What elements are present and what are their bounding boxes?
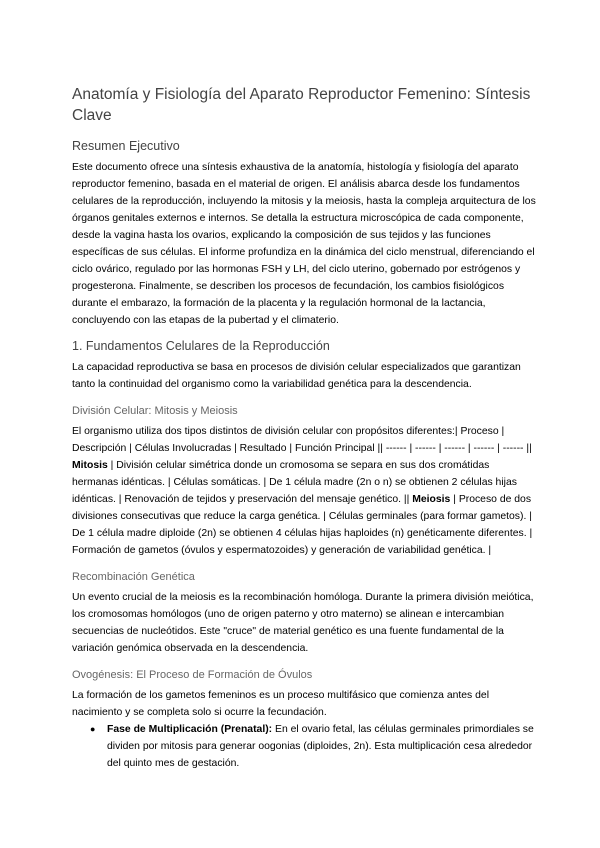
section1-heading: 1. Fundamentos Celulares de la Reproducción bbox=[72, 339, 330, 353]
division-text-part1: El organismo utiliza dos tipos distintos de división celular con propósitos diferentes:| Proceso | Descripción | Células Involucradas | Resultado | Función Principal || ------ | ------ | ------ | ------ | ------ || bbox=[72, 426, 532, 454]
meiosis-label: Meiosis bbox=[412, 494, 451, 505]
bullet-icon: ● bbox=[90, 724, 96, 734]
division-table-text bbox=[72, 423, 536, 559]
recombinacion-heading: Recombinación Genética bbox=[72, 571, 195, 583]
bullet-text: En el ovario fetal, las células germinales primordiales se dividen por mitosis para generar oogonias (diploides, 2n). Esta multiplicación cesa alrededor del quinto mes de gestación. bbox=[107, 724, 534, 769]
mitosis-label: Mitosis bbox=[72, 460, 108, 471]
document-title: Anatomía y Fisiología del Aparato Reproductor Femenino: Síntesis Clave bbox=[72, 86, 531, 124]
resumen-heading: Resumen Ejecutivo bbox=[72, 139, 180, 153]
section1-intro: La capacidad reproductiva se basa en procesos de división celular especializados que garantizan tanto la continuidad del organismo como la variabilidad genética para la descendencia. bbox=[72, 362, 521, 390]
ovogenesis-bullet-list bbox=[72, 721, 536, 772]
recombinacion-paragraph: Un evento crucial de la meiosis es la recombinación homóloga. Durante la primera división meiótica, los cromosomas homólogos (uno de origen paterno y otro materno) se alinean e intercambian secuencias de nucleótidos. Este "cruce" de material genético es una fuente fundamental de la variación genómica observada en la descendencia. bbox=[72, 592, 534, 654]
division-text-part2: | División celular simétrica donde un cromosoma se separa en sus dos cromátidas hermanas idénticas. | Células somáticas. | De 1 célula madre (2n o n) se obtienen 2 células hijas idénticas. | Renovación de tejidos y preservación del mensaje genético. || bbox=[72, 460, 517, 505]
resumen-paragraph: Este documento ofrece una síntesis exhaustiva de la anatomía, histología y fisiología del aparato reproductor femenino, basada en el material de origen. El análisis abarca desde los fundamentos celulares de la reproducción, incluyendo la mitosis y la meiosis, hasta la compleja arquitectura de los órganos genitales externos e internos. Se detalla la estructura microscópica de cada componente, desde la vagina hasta los ovarios, explicando la composición de sus tejidos y las funciones específicas de sus células. El informe profundiza en la dinámica del ciclo menstrual, diferenciando el ciclo ovárico, regulado por las hormonas FSH y LH, del ciclo uterino, gobernado por estrógenos y progesterona. Finalmente, se describen los procesos de fecundación, los cambios fisiológicos durante el embarazo, la formación de la placenta y la regulación hormonal de la lactancia, concluyendo con las etapas de la pubertad y el climaterio. bbox=[72, 162, 536, 326]
division-heading: División Celular: Mitosis y Meiosis bbox=[72, 405, 238, 417]
ovogenesis-paragraph: La formación de los gametos femeninos es un proceso multifásico que comienza antes del nacimiento y se completa solo si ocurre la fecundación. bbox=[72, 690, 490, 718]
ovogenesis-heading: Ovogénesis: El Proceso de Formación de Óvulos bbox=[72, 669, 313, 681]
division-text-part3: | Proceso de dos divisiones consecutivas que reduce la carga genética. | Células germinales (para formar gametos). | De 1 célula madre diploide (2n) se obtienen 4 células hijas haploides (n) genéticamente diferentes. | Formación de gametos (óvulos y espermatozoides) y generación de variabilidad genética. | bbox=[72, 494, 533, 556]
bullet-label: Fase de Multiplicación (Prenatal): bbox=[107, 724, 273, 735]
list-item bbox=[90, 721, 536, 772]
